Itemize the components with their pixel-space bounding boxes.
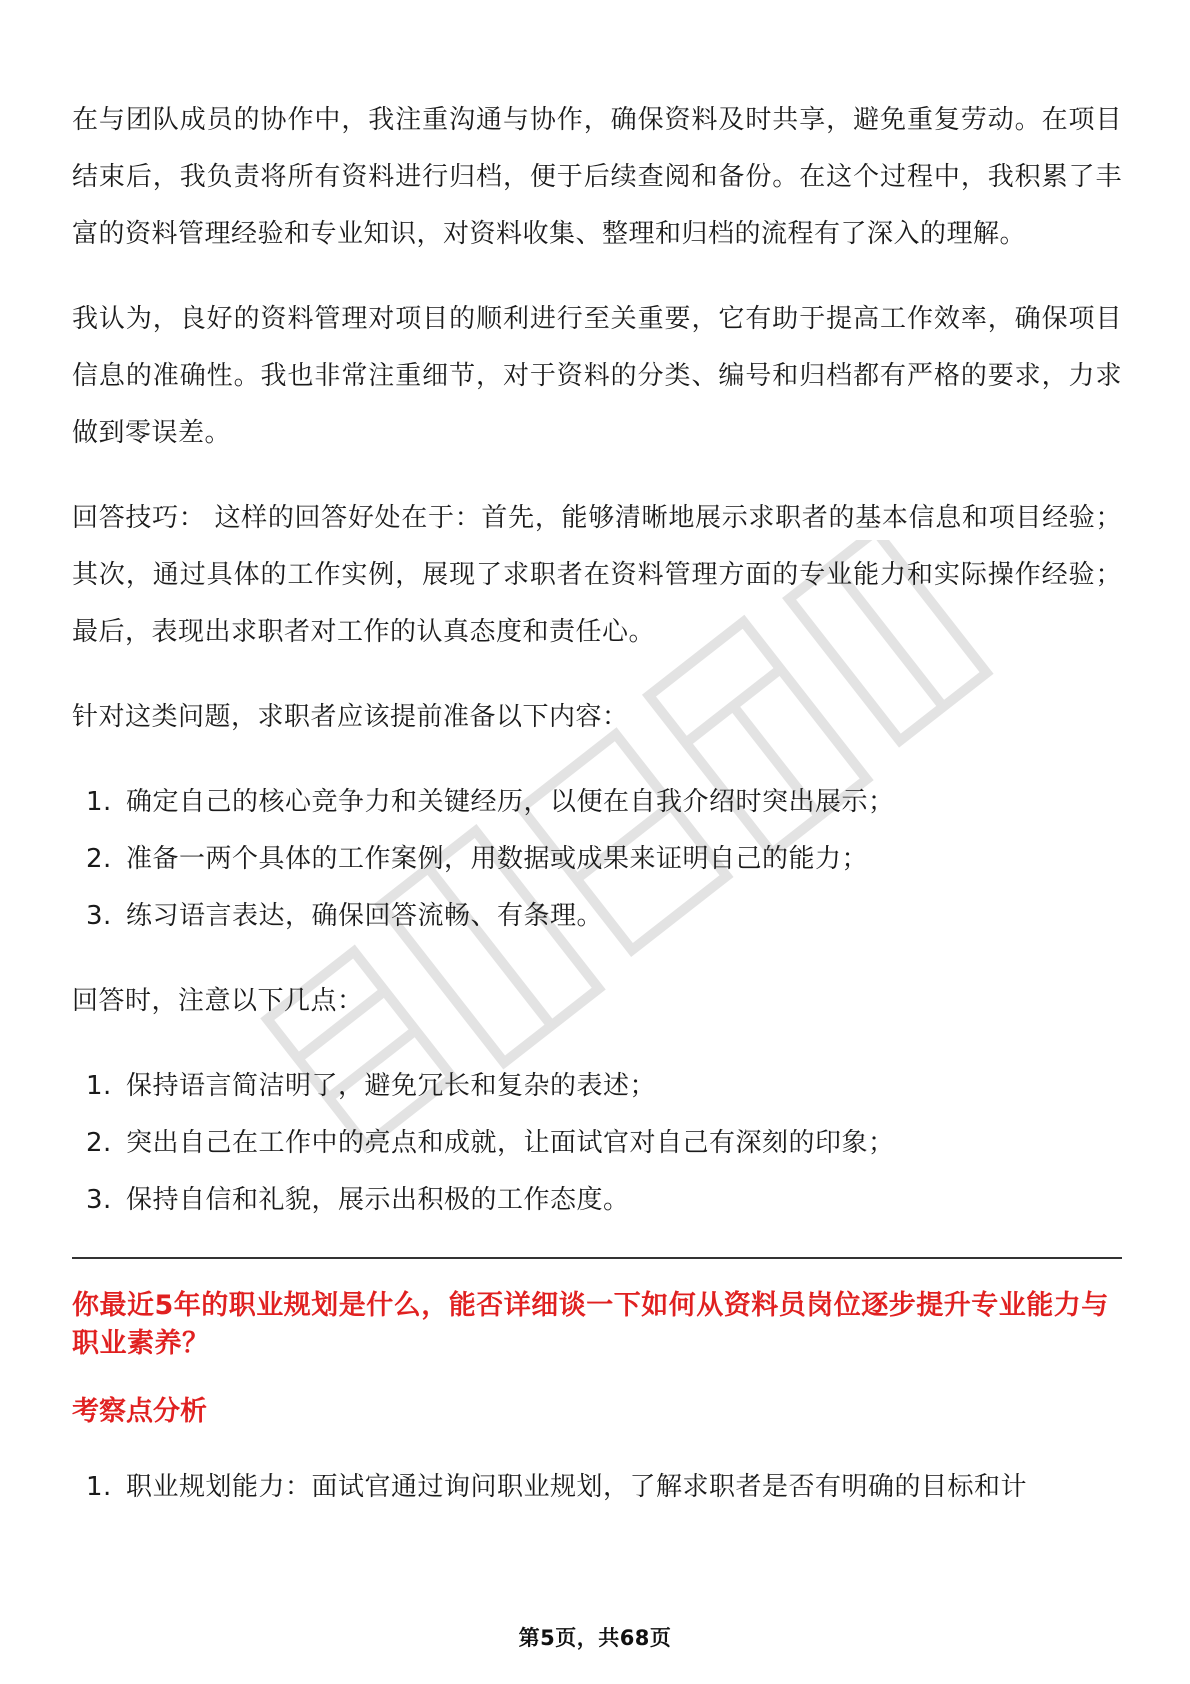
page-number: 第5页，共68页: [518, 1626, 672, 1650]
section-divider: [72, 1257, 1122, 1259]
prepare-list: [72, 774, 1122, 945]
page-content: [72, 92, 1122, 1544]
paragraph-opinion: 我认为，良好的资料管理对项目的顺利进行至关重要，它有助于提高工作效率，确保项目信息的准确性。我也非常注重细节，对于资料的分类、编号和归档都有严格的要求，力求做到零误差。: [72, 304, 1122, 448]
paragraph-tips: 回答技巧： 这样的回答好处在于：首先，能够清晰地展示求职者的基本信息和项目经验；其次，通过具体的工作实例，展现了求职者在资料管理方面的专业能力和实际操作经验；最后，表现出求职者对工作的认真态度和责任心。: [72, 503, 1122, 647]
paragraph-prepare-intro: 针对这类问题，求职者应该提前准备以下内容：: [72, 702, 629, 732]
paragraph-collaboration: 在与团队成员的协作中，我注重沟通与协作，确保资料及时共享，避免重复劳动。在项目结束后，我负责将所有资料进行归档，便于后续查阅和备份。在这个过程中，我积累了丰富的资料管理经验和专业知识，对资料收集、整理和归档的流程有了深入的理解。: [72, 105, 1122, 249]
list-item: 2. 突出自己在工作中的亮点和成就，让面试官对自己有深刻的印象；: [86, 1128, 895, 1158]
section-title: 考察点分析: [72, 1396, 207, 1427]
list-item: 1. 确定自己的核心竞争力和关键经历，以便在自我介绍时突出展示；: [86, 787, 895, 817]
analysis-list: [72, 1459, 1122, 1516]
paragraph-attention-intro: 回答时，注意以下几点：: [72, 986, 364, 1016]
list-item: 3. 保持自信和礼貌，展示出积极的工作态度。: [86, 1185, 630, 1215]
list-item: 1. 保持语言简洁明了，避免冗长和复杂的表述；: [86, 1071, 657, 1101]
list-item: 3. 练习语言表达，确保回答流畅、有条理。: [86, 901, 604, 931]
attention-list: [72, 1058, 1122, 1229]
list-item: 2. 准备一两个具体的工作案例，用数据或成果来证明自己的能力；: [86, 844, 869, 874]
list-item: 1. 职业规划能力：面试官通过询问职业规划，了解求职者是否有明确的目标和计: [86, 1472, 1028, 1502]
interview-question: 你最近5年的职业规划是什么，能否详细谈一下如何从资料员岗位逐步提升专业能力与职业素养？: [72, 1290, 1109, 1359]
